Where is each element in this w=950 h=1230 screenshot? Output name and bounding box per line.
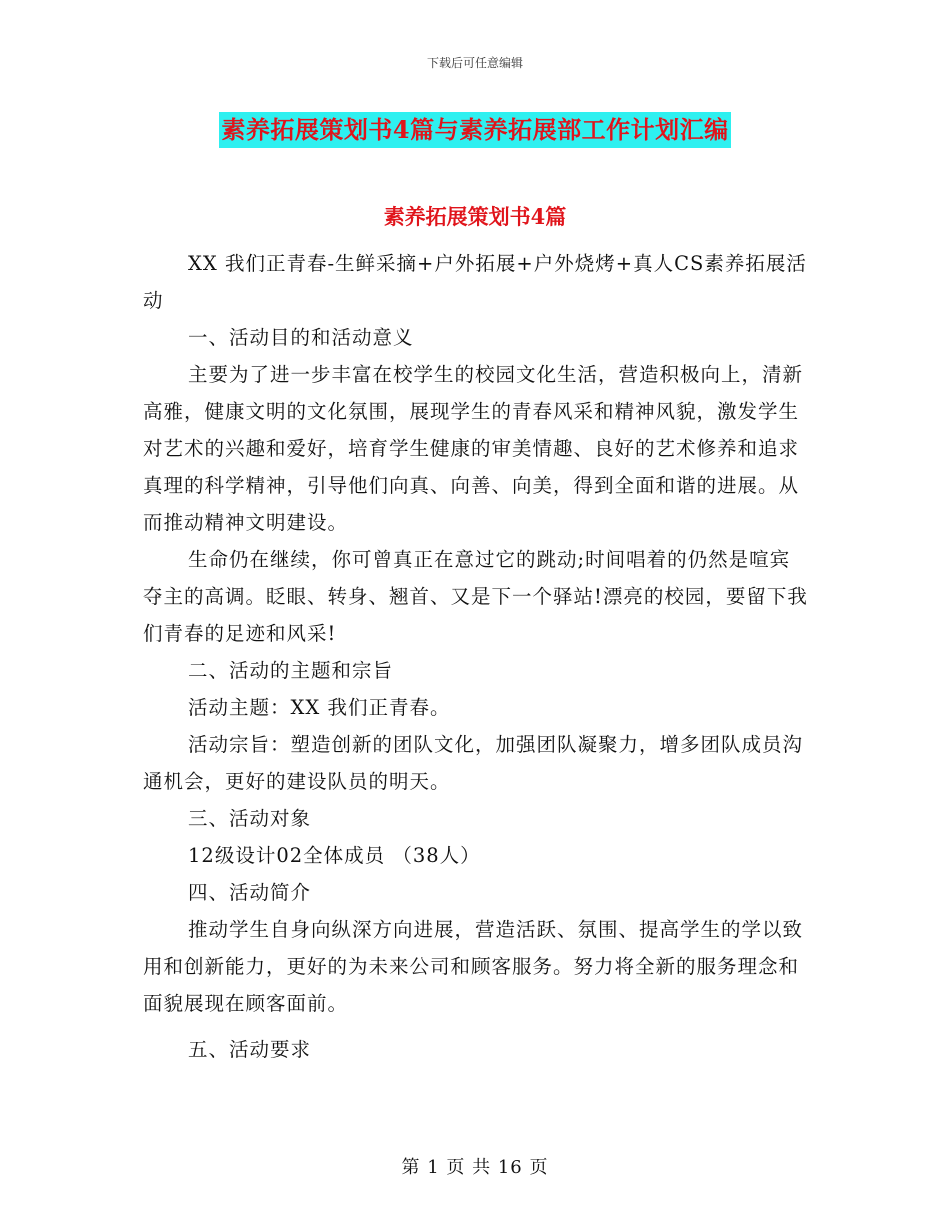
header-note: 下载后可任意编辑 [426, 56, 523, 70]
paragraph-target: 12级设计02全体成员 （38人） [188, 844, 481, 867]
heading-theme: 二、活动的主题和宗旨 [188, 659, 394, 682]
doc-title: 素养拓展策划书4篇与素养拓展部工作计划汇编 [219, 112, 730, 148]
paragraph-tenet: 活动宗旨：塑造创新的团队文化，加强团队凝聚力，增多团队成员沟通机会，更好的建设队员的明天。 [143, 733, 804, 793]
paragraph-intro-detail: 推动学生自身向纵深方向进展，营造活跃、氛围、提高学生的学以致用和创新能力，更好的为未来公司和顾客服务。努力将全新的服务理念和面貌展现在顾客面前。 [143, 918, 804, 1015]
doc-title-container [0, 112, 950, 148]
paragraph-life: 生命仍在继续，你可曾真正在意过它的跳动;时间唱着的仍然是喧宾夺主的高调。眨眼、转身、翘首、又是下一个驿站!漂亮的校园，要留下我们青春的足迹和风采! [143, 548, 808, 645]
section-title: 素养拓展策划书4篇 [383, 204, 567, 229]
paragraph-intro: XX 我们正青春-生鲜采摘+户外拓展+户外烧烤+真人CS素养拓展活动 [143, 252, 807, 312]
heading-intro: 四、活动简介 [188, 881, 312, 904]
heading-purpose: 一、活动目的和活动意义 [188, 326, 414, 349]
paragraph-purpose: 主要为了进一步丰富在校学生的校园文化生活，营造积极向上，清新高雅，健康文明的文化氛围，展现学生的青春风采和精神风貌，激发学生对艺术的兴趣和爱好，培育学生健康的审美情趣、良好的艺术修养和追求真理的科学精神，引导他们向真、向善、向美，得到全面和谐的进展。从而推动精神文明建设。 [143, 363, 804, 534]
paragraph-theme: 活动主题：XX 我们正青春。 [188, 696, 451, 719]
heading-requirements: 五、活动要求 [188, 1038, 312, 1061]
page-footer: 第 1 页 共 16 页 [401, 1157, 549, 1178]
heading-target: 三、活动对象 [188, 807, 312, 830]
document-body [143, 245, 808, 1068]
